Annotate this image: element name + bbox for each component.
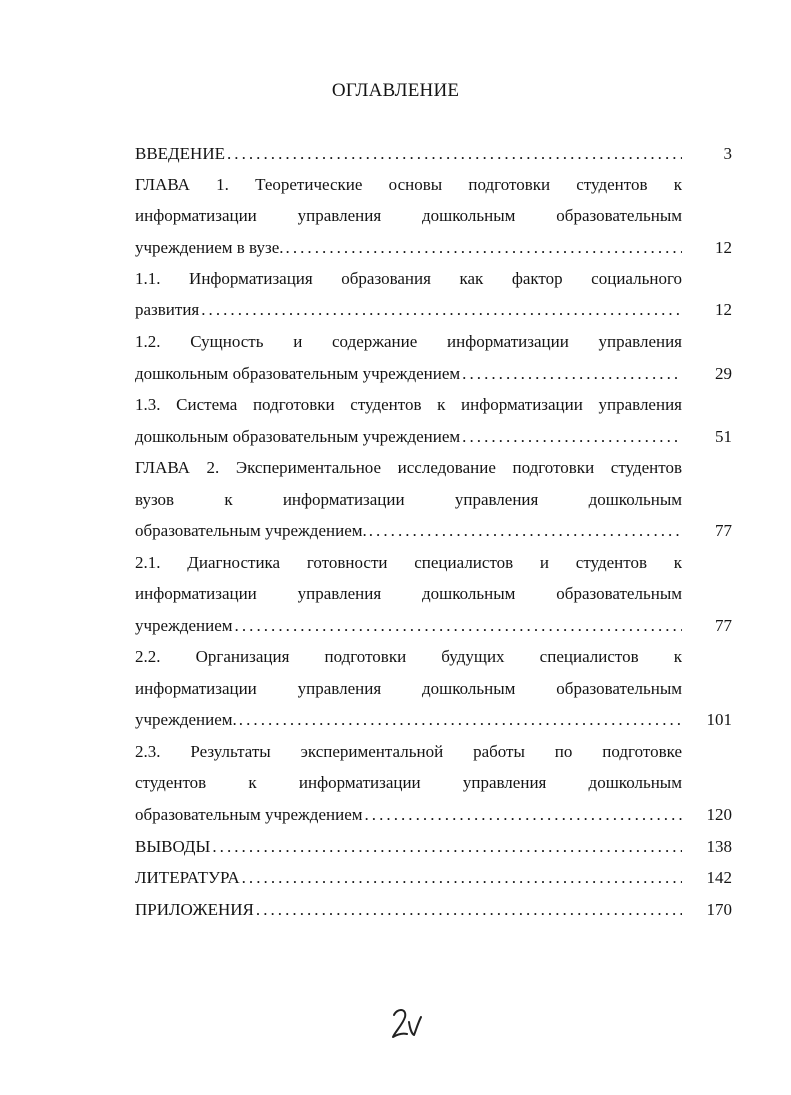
toc-entry-text-line: 1.2. Сущность и содержание информатизации управления	[135, 332, 682, 351]
toc-entry-last-line	[135, 142, 682, 166]
toc-page-number: 77	[715, 616, 732, 635]
toc-page-number: 51	[715, 427, 732, 446]
toc-entry-text-line: 2.2. Организация подготовки будущих специалистов к	[135, 647, 682, 666]
toc-entry-last-line	[135, 236, 682, 260]
toc-entry-label: дошкольным образовательным учреждением	[135, 364, 461, 383]
toc-entry-text-line: 2.3. Результаты экспериментальной работы по подготовке	[135, 742, 682, 761]
toc-entry-label: ПРИЛОЖЕНИЯ	[135, 900, 254, 919]
dot-leader	[237, 708, 682, 732]
toc-page-number: 170	[706, 900, 732, 919]
toc-entry-label: учреждением	[135, 616, 233, 635]
toc-page-number: 77	[715, 521, 732, 540]
toc-entry-text-line: ГЛАВА 1. Теоретические основы подготовки студентов к	[135, 175, 682, 194]
toc-page-number: 3	[723, 144, 732, 163]
dot-leader	[284, 236, 682, 260]
toc-page-number: 12	[715, 300, 732, 319]
toc-page-number: 29	[715, 364, 732, 383]
toc-entry-label: ЛИТЕРАТУРА	[135, 868, 240, 887]
handwritten-page-number	[388, 1006, 424, 1042]
toc-page-number: 138	[706, 837, 732, 856]
toc-entry-last-line	[135, 803, 682, 827]
toc-entry-text-line: информатизации управления дошкольным образовательным	[135, 679, 682, 698]
toc-entry-label: образовательным учреждением.	[135, 521, 367, 540]
dot-leader	[460, 362, 682, 386]
toc-entry-last-line	[135, 519, 682, 543]
toc-entry-label: образовательным учреждением	[135, 805, 363, 824]
toc-entry-label: ВВЕДЕНИЕ	[135, 144, 225, 163]
dot-leader	[254, 898, 682, 922]
toc-page-number: 12	[715, 238, 732, 257]
toc-entry-label: развития	[135, 300, 200, 319]
dot-leader	[363, 803, 683, 827]
toc-entry-label: ВЫВОДЫ	[135, 837, 211, 856]
dot-leader	[225, 142, 682, 166]
toc-entry-text-line: 1.3. Система подготовки студентов к информатизации управления	[135, 395, 682, 414]
dot-leader	[367, 519, 682, 543]
toc-entry-last-line	[135, 835, 682, 859]
toc-page-number: 101	[706, 710, 732, 729]
toc-entry-text-line: 1.1. Информатизация образования как фактор социального	[135, 269, 682, 288]
dot-leader	[199, 298, 682, 322]
toc-entry-last-line	[135, 866, 682, 890]
toc-entry-text-line: студентов к информатизации управления дошкольным	[135, 773, 682, 792]
toc-entry-text-line: информатизации управления дошкольным образовательным	[135, 206, 682, 225]
dot-leader	[210, 835, 682, 859]
toc-entry-last-line	[135, 362, 682, 386]
toc-entry-label: учреждением.	[135, 710, 237, 729]
toc-entry-text-line: информатизации управления дошкольным образовательным	[135, 584, 682, 603]
toc-entry-text-line: вузов к информатизации управления дошкольным	[135, 490, 682, 509]
toc-entry-label: учреждением в вузе.	[135, 238, 284, 257]
page-title: ОГЛАВЛЕНИЕ	[331, 80, 460, 101]
toc-entry-last-line	[135, 708, 682, 732]
dot-leader	[233, 614, 682, 638]
toc-entry-last-line	[135, 898, 682, 922]
toc-entry-text-line: ГЛАВА 2. Экспериментальное исследование подготовки студентов	[135, 458, 682, 477]
toc-page-number: 142	[706, 868, 732, 887]
toc-entry-last-line	[135, 425, 682, 449]
toc-entry-text-line: 2.1. Диагностика готовности специалистов и студентов к	[135, 553, 682, 572]
dot-leader	[460, 425, 682, 449]
toc-page-number: 120	[706, 805, 732, 824]
toc-entry-last-line	[135, 614, 682, 638]
toc-entry-label: дошкольным образовательным учреждением	[135, 427, 461, 446]
dot-leader	[240, 866, 682, 890]
toc-entry-last-line	[135, 298, 682, 322]
